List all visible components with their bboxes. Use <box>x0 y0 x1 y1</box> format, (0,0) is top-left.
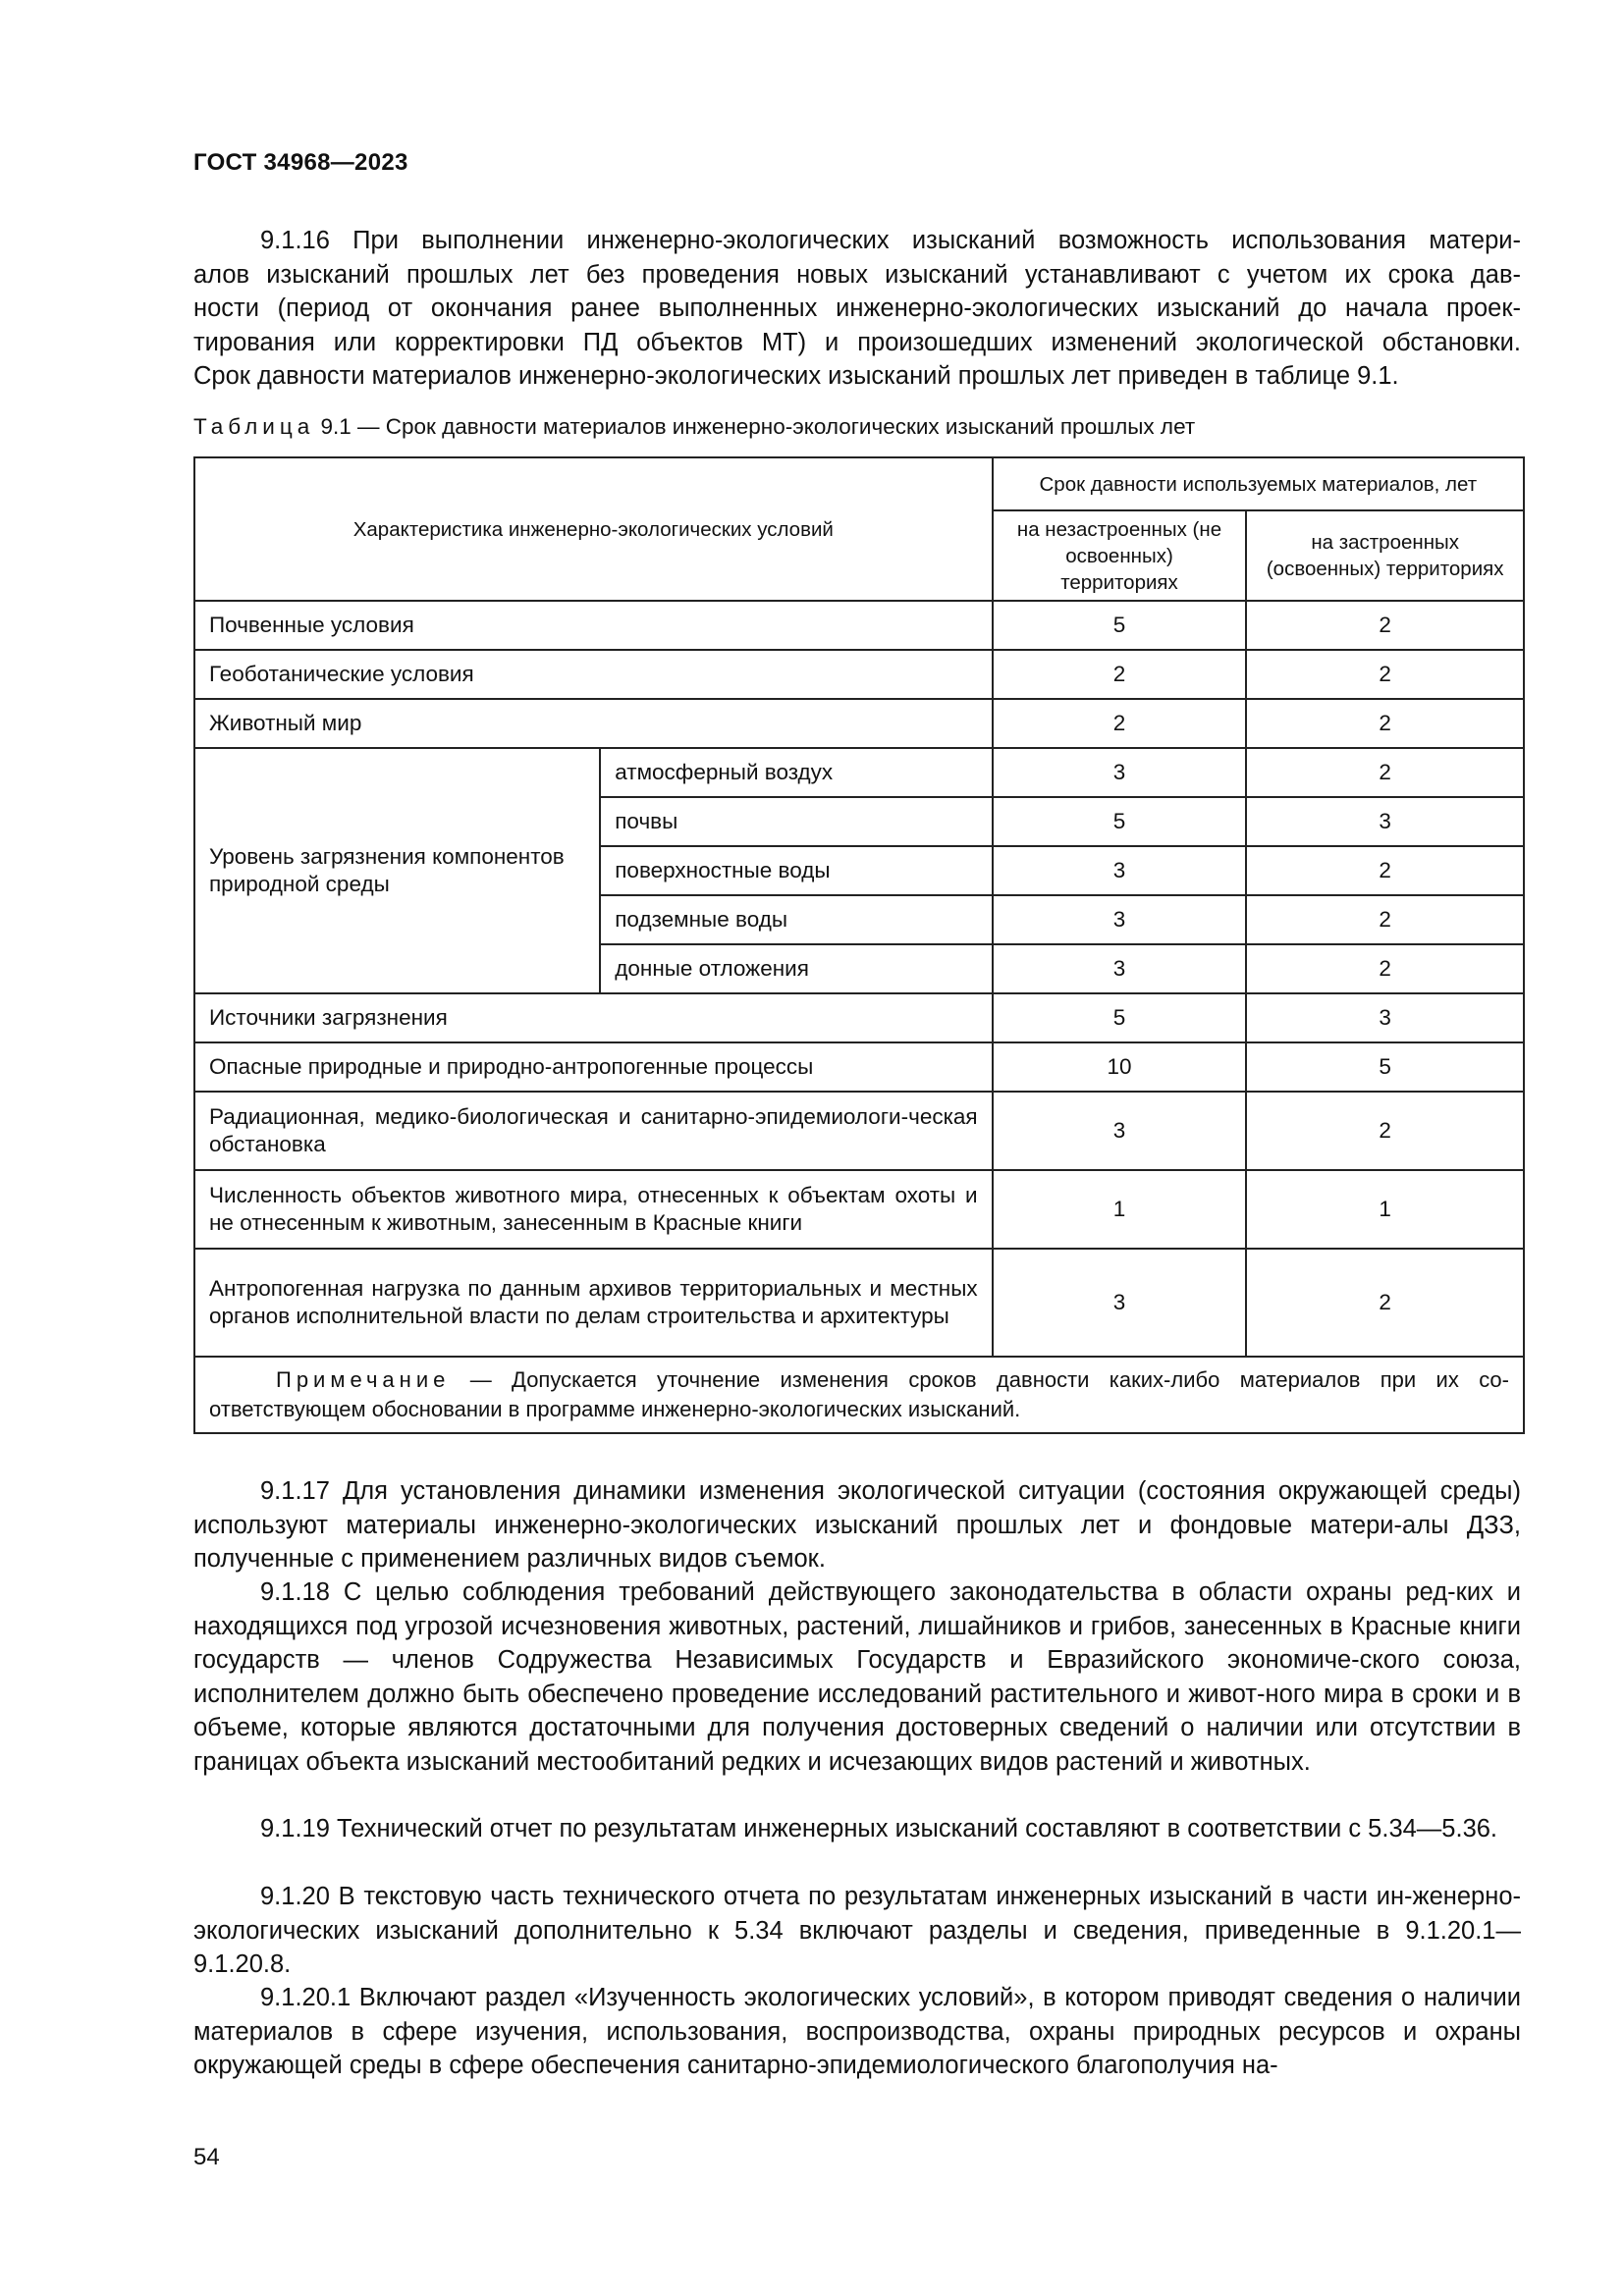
pollution-item-label: поверхностные воды <box>600 846 992 895</box>
cell-developed: 2 <box>1246 1249 1524 1357</box>
cell-undeveloped: 2 <box>993 699 1247 748</box>
paragraph-9-1-17: 9.1.17 Для установления динамики изменения экологической ситуации (состояния окружающей среды) используют материалы инженерно-экологических изысканий прошлых лет и фондовые матери-алы ДЗЗ, полученные с применением различных видов съемок. <box>193 1477 1521 1573</box>
cell-undeveloped: 3 <box>993 895 1247 944</box>
table-row <box>194 993 1524 1042</box>
page-number: 54 <box>193 2144 220 2170</box>
paragraph-9-1-20-1: 9.1.20.1 Включают раздел «Изученность экологических условий», в котором приводят сведения о наличии материалов в сфере изучения, использования, воспроизводства, охраны природных ресурсов и охраны окружающей среды в сфере обеспечения санитарно-эпидемиологического благополучия на- <box>193 1984 1521 2079</box>
note-text: — Допускается уточнение изменения сроков давности каких-либо материалов при их со-ответствующем обосновании в программе инженерно-экологических изысканий. <box>209 1367 1509 1421</box>
cell-developed: 3 <box>1246 993 1524 1042</box>
row-label: Радиационная, медико-биологическая и санитарно-эпидемиологи-ческая обстановка <box>194 1092 993 1170</box>
header-undeveloped: на незастроенных (не освоенных) территориях <box>993 510 1247 601</box>
pollution-item-label: почвы <box>600 797 992 846</box>
cell-undeveloped: 3 <box>993 1092 1247 1170</box>
table-row <box>194 1170 1524 1249</box>
cell-developed: 2 <box>1246 748 1524 797</box>
paragraph-9-1-19: 9.1.19 Технический отчет по результатам инженерных изысканий составляют в соответствии с 5.34—5.36. <box>260 1815 1498 1842</box>
pollution-item-label: атмосферный воздух <box>600 748 992 797</box>
row-label: Антропогенная нагрузка по данным архивов территориальных и местных органов исполнительной власти по делам строительства и архитектуры <box>194 1249 993 1357</box>
cell-developed: 2 <box>1246 1092 1524 1170</box>
cell-developed: 2 <box>1246 895 1524 944</box>
paragraph-9-1-20: 9.1.20 В текстовую часть технического отчета по результатам инженерных изысканий в части ин-женерно-экологических изысканий дополнительно к 5.34 включают разделы и сведения, приведенные в 9.1.20.1—9.1.20.8. <box>193 1883 1521 1978</box>
table-row <box>194 1249 1524 1357</box>
cell-undeveloped: 5 <box>993 993 1247 1042</box>
cell-undeveloped: 3 <box>993 748 1247 797</box>
table-caption <box>193 414 1195 440</box>
row-label: Почвенные условия <box>194 601 993 650</box>
row-label: Численность объектов животного мира, отнесенных к объектам охоты и не отнесенным к животным, занесенным в Красные книги <box>194 1170 993 1249</box>
table-row <box>194 748 1524 797</box>
table-row <box>194 601 1524 650</box>
table-row <box>194 1092 1524 1170</box>
table-header-row <box>194 457 1524 510</box>
paragraph-9-1-16 <box>193 224 1521 394</box>
intro-line: алов изысканий прошлых лет без проведения новых изысканий устанавливают с учетом их срока дав- <box>193 260 1521 289</box>
cell-developed: 5 <box>1246 1042 1524 1092</box>
intro-line: тирования или корректировки ПД объектов МТ) и произошедших изменений экологической обстановки. <box>193 328 1521 356</box>
cell-undeveloped: 10 <box>993 1042 1247 1092</box>
table-caption-label: Таблица <box>193 414 315 439</box>
intro-line: 9.1.16 При выполнении инженерно-экологических изысканий возможность использования матери- <box>260 227 1521 254</box>
row-label: Геоботанические условия <box>194 650 993 699</box>
table-row <box>194 1042 1524 1092</box>
pollution-group-label: Уровень загрязнения компонентов природной среды <box>194 748 600 993</box>
table-note <box>194 1357 1524 1433</box>
table-caption-text: 9.1 — Срок давности материалов инженерно-экологических изысканий прошлых лет <box>314 414 1196 439</box>
cell-undeveloped: 5 <box>993 601 1247 650</box>
table-row <box>194 699 1524 748</box>
header-developed: на застроенных (освоенных) территориях <box>1246 510 1524 601</box>
table-row <box>194 650 1524 699</box>
cell-developed: 2 <box>1246 601 1524 650</box>
validity-period-table <box>193 456 1525 1434</box>
pollution-item-label: донные отложения <box>600 944 992 993</box>
paragraph-9-1-18: 9.1.18 С целью соблюдения требований действующего законодательства в области охраны ред-ких и находящихся под угрозой исчезновения животных, растений, лишайников и грибов, занесенных в Красные книги государств — членов Содружества Независимых Государств и Евразийского экономиче-ского союза, исполнителем должно быть обеспечено проведение исследований растительного и живот-ного мира в сроки и в объеме, которые являются достаточными для получения достоверных сведений о наличии или отсутствии в границах объекта изысканий местообитаний редких и исчезающих видов растений и животных. <box>193 1578 1521 1776</box>
cell-developed: 2 <box>1246 944 1524 993</box>
cell-undeveloped: 3 <box>993 846 1247 895</box>
cell-developed: 3 <box>1246 797 1524 846</box>
row-label: Опасные природные и природно-антропогенные процессы <box>194 1042 993 1092</box>
cell-undeveloped: 1 <box>993 1170 1247 1249</box>
cell-developed: 2 <box>1246 650 1524 699</box>
document-header: ГОСТ 34968—2023 <box>193 149 408 176</box>
cell-undeveloped: 3 <box>993 944 1247 993</box>
header-characteristic: Характеристика инженерно-экологических условий <box>194 457 993 601</box>
table-note-row <box>194 1357 1524 1433</box>
pollution-item-label: подземные воды <box>600 895 992 944</box>
cell-developed: 2 <box>1246 699 1524 748</box>
cell-undeveloped: 2 <box>993 650 1247 699</box>
cell-developed: 1 <box>1246 1170 1524 1249</box>
note-label: Примечание <box>276 1367 451 1392</box>
cell-developed: 2 <box>1246 846 1524 895</box>
header-period: Срок давности используемых материалов, лет <box>993 457 1524 510</box>
row-label: Источники загрязнения <box>194 993 993 1042</box>
row-label: Животный мир <box>194 699 993 748</box>
intro-line: Срок давности материалов инженерно-экологических изысканий прошлых лет приведен в таблице 9.1. <box>193 362 1399 390</box>
cell-undeveloped: 5 <box>993 797 1247 846</box>
cell-undeveloped: 3 <box>993 1249 1247 1357</box>
intro-line: ности (период от окончания ранее выполненных инженерно-экологических изысканий до начала проек- <box>193 294 1521 322</box>
